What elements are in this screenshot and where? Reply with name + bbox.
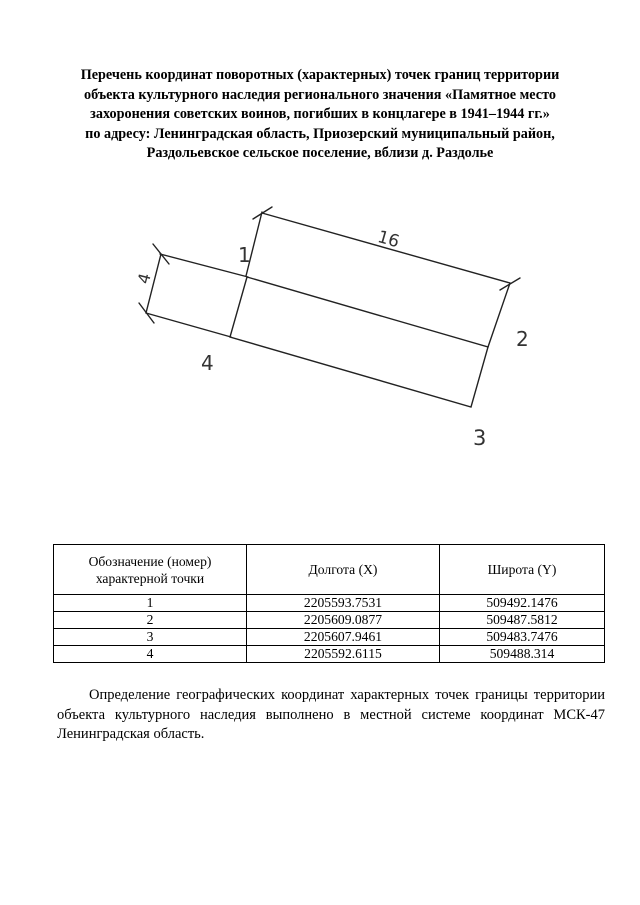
- table-row: [54, 595, 605, 612]
- title-line: Раздольевское сельское поселение, вблизи д. Раздолье: [146, 145, 494, 161]
- tick-mark: [253, 207, 272, 219]
- latitude-cell: 509488.314: [440, 646, 605, 663]
- table-row: [54, 629, 605, 646]
- point-number-cell: 1: [54, 595, 247, 612]
- point-number-cell: 4: [54, 646, 247, 663]
- note-text: Определение географических координат характерных точек границы территории объекта культурного наследия выполнено в местной системе координат МСК-47 Ленинградская область.: [57, 687, 605, 742]
- point-label-2: 2: [516, 327, 529, 351]
- table-row: [54, 612, 605, 629]
- column-header-longitude: Долгота (X): [247, 545, 440, 595]
- title-line: по адресу: Ленинградская область, Приозерский муниципальный район,: [85, 125, 555, 142]
- extension-line: [488, 283, 510, 347]
- title-line: захоронения советских воинов, погибших в концлагере в 1941–1944 гг.»: [90, 106, 550, 122]
- table-row: [54, 646, 605, 663]
- longitude-cell: 2205607.9461: [247, 629, 440, 646]
- tick-mark: [153, 244, 169, 264]
- table-header-row: [54, 545, 605, 595]
- point-label-1: 1: [238, 243, 251, 267]
- longitude-cell: 2205592.6115: [247, 646, 440, 663]
- dimension-label-long: 16: [375, 227, 402, 253]
- tick-mark: [139, 303, 154, 323]
- title-line: объекта культурного наследия регионального значения «Памятное место: [84, 86, 556, 103]
- extension-line: [146, 313, 231, 337]
- latitude-cell: 509483.7476: [440, 629, 605, 646]
- dimension-label-short: 4: [133, 271, 155, 286]
- column-header-point: Обозначение (номер) характерной точки: [54, 545, 247, 595]
- title-line: Перечень координат поворотных (характерных) точек границ территории: [80, 67, 560, 83]
- longitude-cell: 2205609.0877: [247, 612, 440, 629]
- point-number-cell: 2: [54, 612, 247, 629]
- point-label-3: 3: [473, 426, 487, 450]
- point-label-4: 4: [201, 351, 214, 375]
- latitude-cell: 509492.1476: [440, 595, 605, 612]
- point-number-cell: 3: [54, 629, 247, 646]
- coordinates-table: [53, 544, 605, 663]
- boundary-polygon: [230, 277, 488, 407]
- coordinate-system-note: [57, 686, 605, 745]
- tick-mark: [500, 278, 520, 290]
- latitude-cell: 509487.5812: [440, 612, 605, 629]
- longitude-cell: 2205593.7531: [247, 595, 440, 612]
- extension-line: [160, 254, 248, 277]
- column-header-latitude: Широта (Y): [440, 545, 605, 595]
